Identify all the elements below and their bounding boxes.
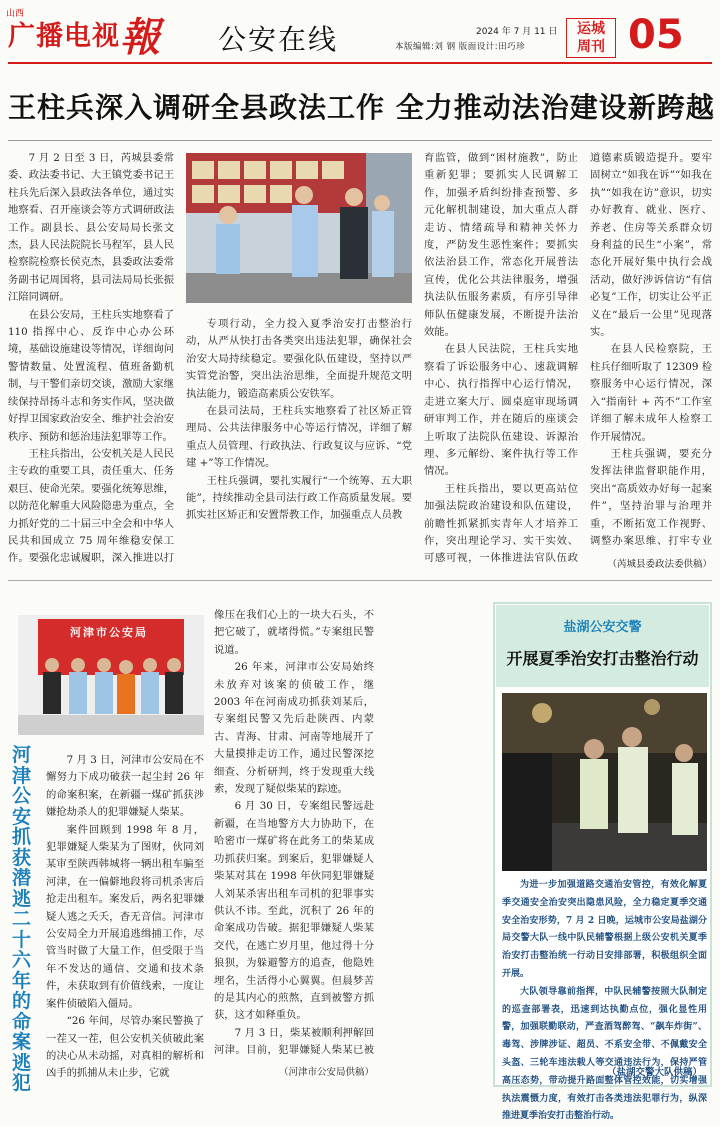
paragraph: 案件回顾到 1998 年 8 月，犯罪嫌疑人柴某为了图财，伙同刘某审至陕西韩城将一辆出租车骗至河津，在一偏僻地段将司机杀害后抢走出租车。案发后，两名犯罪嫌疑人逃之夭夭，杳无音信。河津市公安局全力开展追逃缉捕工作，尽管当时做了大量工作，但受限于当年不发达的通信、交通和技术条件，未获取到有价值线索，一度让案件侦破陷入僵局。: [46, 823, 204, 1010]
paragraph: “26 年间，尽管办案民警换了一茬又一茬，但公安机关侦破此案的决心从未动摇，对真相的解析和凶手的抓捕从未止步，它就: [46, 1015, 204, 1080]
editors-line: 本版编辑:刘 钢 版面设计:田巧珍: [395, 42, 526, 52]
paragraph: 专项行动，全力投入夏季治安打击整治行动，从严从快打击各类突出违法犯罪，确保社会治安大局持续稳定。要强化队伍建设，坚持以严实管党治警，突出法治思维，全面提升规范文明执法能力，锻造高素质公安铁军。: [186, 318, 412, 400]
paragraph: 为进一步加强道路交通治安管控，有效化解夏季交通安全治安突出隐患风险，全力稳定夏季交通安全治安形势，7 月 2 日晚，运城市公安局盐湖分局交警大队一线中队民辅警根据上级公安机关夏季治安打击整治统一行动日安排部署，积极组织全面开展。: [502, 880, 707, 979]
issue-date: 2024 年 7 月 11 日: [476, 27, 558, 37]
article1-credit: （芮城县委政法委供稿）: [607, 559, 712, 570]
paragraph: 在县人民法院，王柱兵实地察看了诉讼服务中心、速裁调解中心、执行指挥中心运行情况，走进立案大厅、圆桌庭审现场调研审判工作，并在随后的座谈会上听取了法院队伍建设、诉源治理、多元解纷、案件执行等工作情况。: [424, 343, 578, 478]
article1-photo: [186, 153, 412, 303]
paragraph: 王柱兵指出，要以更高站位加强法院政治建设和队伍建设，前瞻性抓紧抓实青年人才培养工作，突出理论学习、实干实效、可感可视，一体推进法官队伍政: [424, 482, 578, 565]
headline-rule: [8, 140, 712, 141]
paragraph: 7 月 2 日至 3 日，芮城县委常委、政法委书记、大王镇党委书记王柱兵先后深入县政法各单位，通过实地察看、召开座谈会等方式调研政法工作。副县长、县公安局局长张文杰，县人民法院院长马程军，县人民检察院检察长侯克杰，县委政法委常务副书记周国将，县司法局局长张振江陪同调研。: [8, 152, 174, 304]
edition-badge-line1: 运城: [577, 21, 605, 37]
brand-logo-character: 報: [120, 14, 160, 61]
paragraph: 在县人民检察院，王柱兵仔细听取了 12309 检察服务中心运行情况，深入“指南针 + 芮不”工作室详细了解未成年人检察工作开展情况。: [590, 343, 712, 443]
paragraph: 像压在我们心上的一块大石头，不把它破了，就堵得慌。”专案组民警说道。: [214, 609, 374, 656]
paragraph: 王柱兵强调，要扎实履行“一个统筹、五大职能”，持续推动全县司法行政工作高质量发展。要抓实社区矫正和安置帮教工作，加强重点人员教: [186, 474, 412, 522]
paragraph: 7 月 3 日，柴某被顺利押解回河津。目前，犯罪嫌疑人柴某已被: [214, 1026, 374, 1057]
article2-col2: [214, 607, 374, 1059]
paragraph: 在县司法局，王柱兵实地察看了社区矫正管理局、公共法律服务中心等运行情况，详细了解重点人员管理、行政执法、行政复议与应诉、“党建 +”等工作情况。: [186, 405, 412, 470]
section-title: 公安在线: [218, 23, 339, 56]
paragraph: 道德素质锻造提升。要牢固树立“如我在诉”“如我在执”“如我在访”意识，切实办好教育、就业、医疗、养老、住房等关系群众切身利益的民生“小案”，常态化开展好集中执行会战活动，做好涉诉信访“有信必复”工作，切实让公平正义在“最后一公里”见现落实。: [590, 152, 712, 339]
edition-badge-line2: 周刊: [577, 39, 605, 55]
section-divider: [8, 580, 712, 581]
article3-brand: 盐湖公安交警: [563, 620, 642, 635]
article2-credit: （河津市公安局供稿）: [278, 1067, 374, 1078]
officials-visit-photo: [186, 153, 412, 303]
article3-photo: [502, 693, 707, 871]
article3-credit: （盐湖交警大队供稿）: [606, 1067, 702, 1078]
paragraph: 7 月 3 日，河津市公安局在不懈努力下成功破获一起尘封 26 年的命案积案，在新疆一煤矿抓获涉嫌抢劫杀人的犯罪嫌疑人柴某。: [46, 754, 204, 819]
paragraph: 在县公安局，王柱兵实地察看了 110 指挥中心、反诈中心办公环境，基础设施建设等情况，详细询问警情数量、处置流程、值班备勤机制，与干警们亲切交谈，激励大家继续保持昂扬斗志和务实作风，坚决做好捍卫国家政治安全、维护社会治安秩序、预防和惩治违法犯罪等工作。: [8, 308, 174, 443]
night-traffic-check-photo: [502, 693, 707, 871]
article2-vertical-headline: 河津公安抓获潜逃二十六年的命案逃犯: [12, 744, 32, 1094]
article1-headline: 王柱兵深入调研全县政法工作 全力推动法治建设新跨越: [8, 91, 715, 124]
paragraph: 26 年来，河津市公安局始终未放弃对该案的侦破工作，继 2003 年在河南成功抓获刘某后，专案组民警又先后赴陕西、内蒙古、青海、甘肃、河南等地展开了大量摸排走访工作，通过民警深挖细查、分析研判，终于发现重大线索，发现了疑似柴某的踪迹。: [214, 661, 374, 796]
article1-col2: [186, 316, 412, 570]
paragraph: 6 月 30 日，专案组民警远赴新疆，在当地警方大力协助下，在哈密市一煤矿将在此务工的柴某成功抓获归案。到案后，犯罪嫌疑人柴某对其在 1998 年伙同犯罪嫌疑人刘某杀害出租车司机的犯罪事实供认不讳。至此，沉积了 26 年的命案成功告破。据犯罪嫌疑人柴某交代，在逃亡岁月里，他过得十分狼狈，为躲避警方的追查，他隐姓埋名，生活得小心翼翼。但晨梦苦的是其内心的煎熬，直到被警方抓获，这才如释重负。: [214, 800, 374, 1022]
masthead-rule: [8, 62, 712, 64]
edition-badge: [566, 18, 616, 58]
article1-col1: [8, 150, 174, 570]
brand-province: 山西: [6, 9, 25, 19]
paragraph: 大队领导靠前指挥，中队民辅警按照大队制定的巡查部署表，迅速到达执勤点位，强化显性用警，加强联勤联动，严查酒驾醉驾、“飙车炸街”、毒驾、涉牌涉证、超员、不系安全带、不佩戴安全头盔、三轮车违法载人等交通违法行为，保持严管高压态势，带动提升路面整体管控效能，切实增强执法震慑力度，有效打击各类违法犯罪行为，纵深推进夏季治安打击整治行动。: [502, 986, 707, 1122]
article2-col1: [46, 752, 204, 1086]
article1-col3: [424, 150, 578, 570]
brand-name: 广播电视: [8, 21, 120, 52]
paragraph: 王柱兵指出，公安机关是人民民主专政的重要工具，责任重大、任务艰巨、使命光荣。要强化统筹思维，以防范化解重大风险隐患为重点，全力抓好党的二十届三中全会和中华人民共和国成立 75 周年维稳安保工作。要强化忠诚履职，深入推进以打: [8, 447, 174, 565]
article1-col4: [590, 150, 712, 550]
article3-title: 开展夏季治安打击整治行动: [506, 649, 699, 668]
paragraph: 王柱兵强调，要充分发挥法律监督职能作用，突出“高质效办好每一起案件”，坚持治罪与治理并重，不断拓宽工作视野、调整办案思维、打牢专业: [590, 447, 712, 547]
page-number: 05: [628, 12, 684, 58]
photo-sign-text: 河津市公安局: [70, 626, 148, 639]
paragraph: 育监管，做到“困材施教”，防止重新犯罪；要抓实人民调解工作，加强矛盾纠纷排查预警、多元化解机制建设，加大重点人群走访、情绪疏导和精神关怀力度，严防发生恶性案件；要抓实依法治县工作，常态化开展普法宣传，优化公共法律服务，增强执法队伍服务素质，有序引导律师队伍健康发展，不断提升法治效能。: [424, 152, 578, 339]
